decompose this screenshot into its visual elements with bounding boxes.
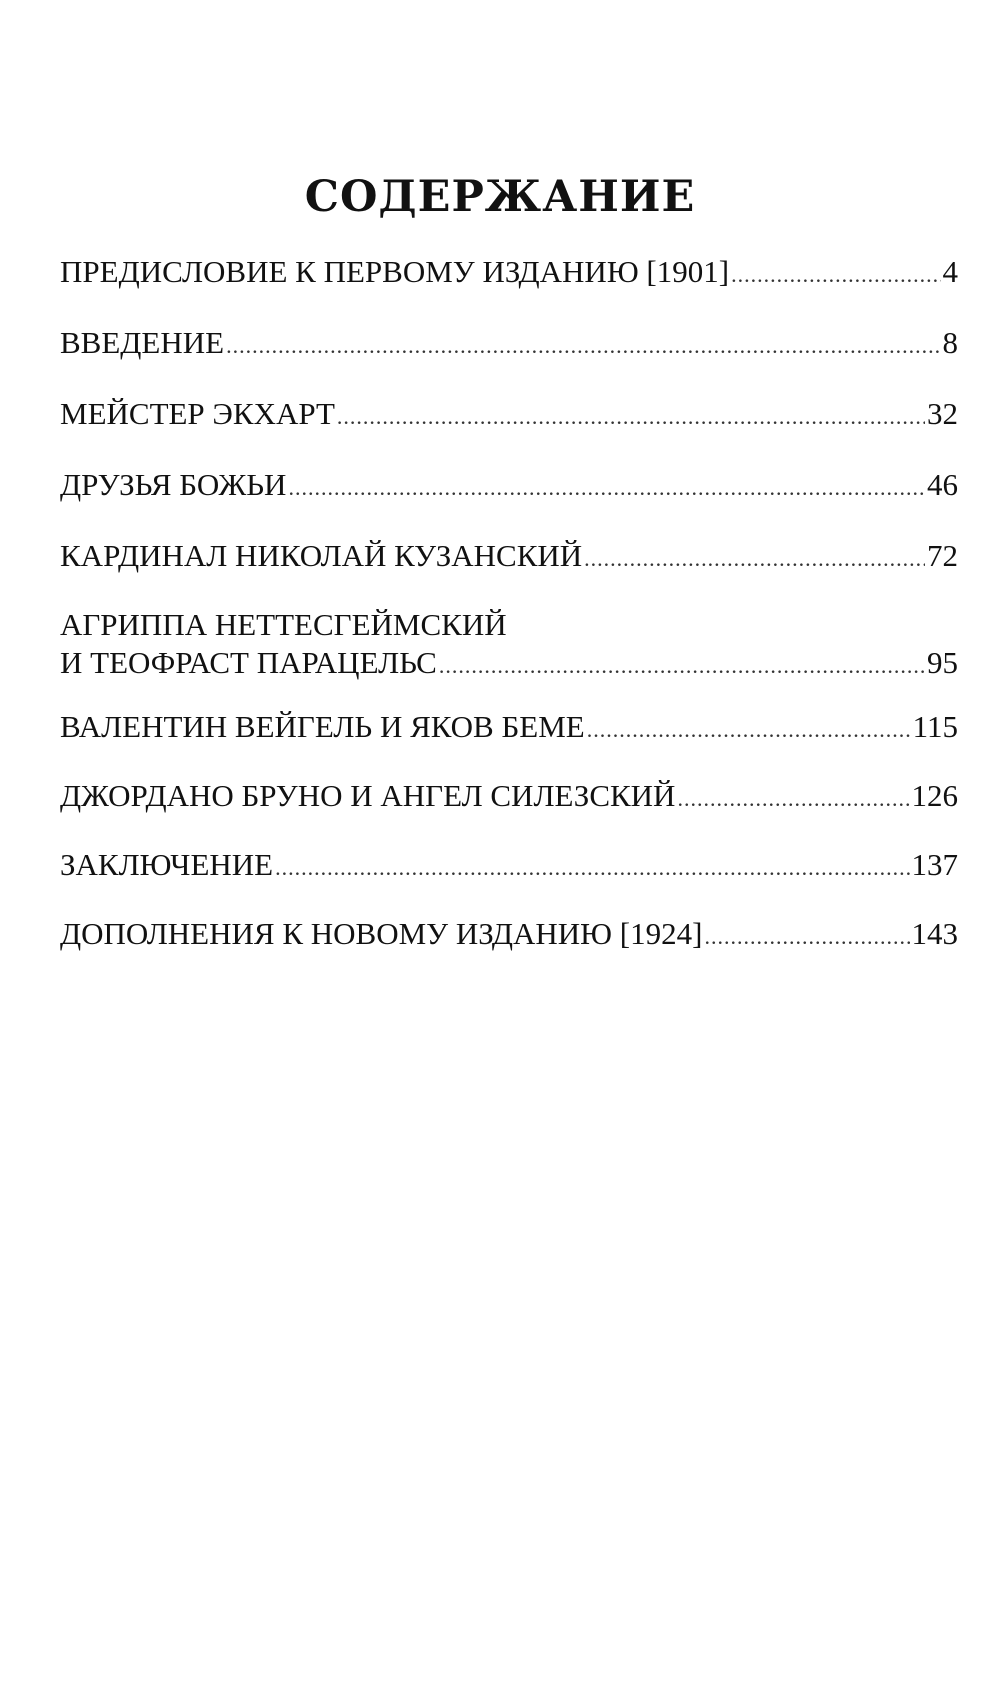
toc-entry <box>60 395 958 436</box>
toc-entry-label: ДОПОЛНЕНИЯ К НОВОМУ ИЗДАНИЮ [1924] <box>60 916 703 951</box>
dot-leader <box>275 849 909 887</box>
dot-leader <box>337 398 925 436</box>
dot-leader <box>731 256 940 294</box>
toc-entry <box>60 606 958 685</box>
toc-entry-page: 143 <box>911 916 958 951</box>
page-title: СОДЕРЖАНИЕ <box>304 172 696 222</box>
toc-entry-page: 126 <box>911 778 958 813</box>
toc-entry <box>60 777 958 818</box>
toc-entry-label: ДЖОРДАНО БРУНО И АНГЕЛ СИЛЕЗСКИЙ <box>60 778 676 813</box>
toc-entry-page: 137 <box>911 847 958 882</box>
toc-entry <box>60 466 958 507</box>
dot-leader <box>439 647 925 685</box>
dot-leader <box>587 711 911 749</box>
toc-entry-label: И ТЕОФРАСТ ПАРАЦЕЛЬС <box>60 645 437 680</box>
toc-entry <box>60 253 958 294</box>
toc-entry-label: КАРДИНАЛ НИКОЛАЙ КУЗАНСКИЙ <box>60 538 583 573</box>
toc-entry-page: 8 <box>942 325 958 360</box>
dot-leader <box>704 918 909 956</box>
toc-entry-label: ЗАКЛЮЧЕНИЕ <box>60 847 274 882</box>
toc-entry <box>60 324 958 365</box>
dot-leader <box>288 469 925 507</box>
toc-entry-page: 72 <box>927 538 958 573</box>
toc-entry <box>60 537 958 578</box>
toc-entry-page: 95 <box>927 645 958 680</box>
toc-entry-page: 4 <box>942 254 958 289</box>
toc-entry-label: ДРУЗЬЯ БОЖЬИ <box>60 467 287 502</box>
toc-entry-label: ПРЕДИСЛОВИЕ К ПЕРВОМУ ИЗДАНИЮ [1901] <box>60 254 730 289</box>
toc-entry <box>60 915 958 956</box>
toc-entry-label-line1: АГРИППА НЕТТЕСГЕЙМСКИЙ <box>60 607 507 642</box>
dot-leader <box>584 540 925 578</box>
toc-entry <box>60 846 958 887</box>
toc-entry-page: 115 <box>912 709 958 744</box>
toc-entry-label: ВАЛЕНТИН ВЕЙГЕЛЬ И ЯКОВ БЕМЕ <box>60 709 585 744</box>
dot-leader <box>226 327 940 365</box>
toc-entry-page: 46 <box>927 467 958 502</box>
toc-entry-page: 32 <box>927 396 958 431</box>
toc-entry <box>60 708 958 749</box>
dot-leader <box>677 780 909 818</box>
toc-entry-label: МЕЙСТЕР ЭКХАРТ <box>60 396 335 431</box>
toc-entry-label: ВВЕДЕНИЕ <box>60 325 225 360</box>
